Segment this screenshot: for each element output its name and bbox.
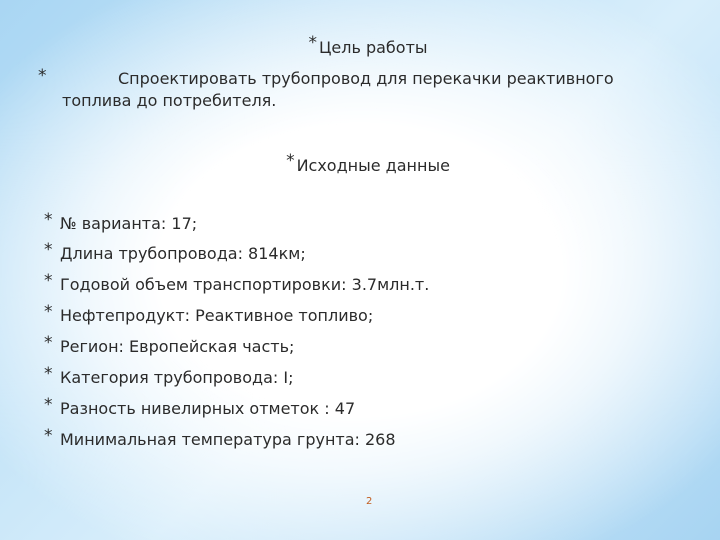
list-item-text: Годовой объем транспортировки: 3.7млн.т. [60, 275, 430, 294]
list-item-text: Разность нивелирных отметок : 47 [60, 399, 356, 418]
source-title: Исходные данные [296, 156, 450, 175]
list-item [44, 335, 429, 366]
list-item-text: Минимальная температура грунта: 268 [60, 430, 396, 449]
goal-heading [8, 33, 720, 58]
list-item [44, 397, 429, 428]
list-item [44, 242, 429, 273]
list-item-text: Регион: Европейская часть; [60, 337, 295, 356]
goal-text-line2: топлива до потребителя. [62, 91, 277, 110]
list-item-text: Длина трубопровода: 814км; [60, 244, 306, 263]
bullet-star: * [44, 302, 53, 322]
bullet-star: * [44, 240, 53, 260]
list-item [44, 273, 429, 304]
bullet-star: * [44, 333, 53, 353]
bullet-star: * [44, 364, 53, 384]
list-item [44, 212, 429, 242]
bullet-star: * [286, 151, 295, 171]
list-item [44, 304, 429, 335]
list-item [44, 366, 429, 397]
goal-text [38, 68, 688, 112]
bullet-star: * [44, 426, 53, 446]
bullet-star: * [308, 33, 317, 53]
goal-title: Цель работы [318, 38, 428, 57]
bullet-star: * [44, 210, 53, 230]
page-number: 2 [366, 496, 373, 507]
goal-text-line1: Спроектировать трубопровод для перекачки реактивного [118, 69, 614, 88]
source-heading [8, 151, 720, 176]
list-item [44, 428, 429, 459]
list-item-text: № варианта: 17; [60, 214, 198, 233]
list-item-text: Категория трубопровода: I; [60, 368, 294, 387]
source-data-list [44, 212, 429, 459]
bullet-star: * [44, 271, 53, 291]
bullet-star: * [44, 395, 53, 415]
bullet-star: * [38, 66, 47, 86]
list-item-text: Нефтепродукт: Реактивное топливо; [60, 306, 374, 325]
